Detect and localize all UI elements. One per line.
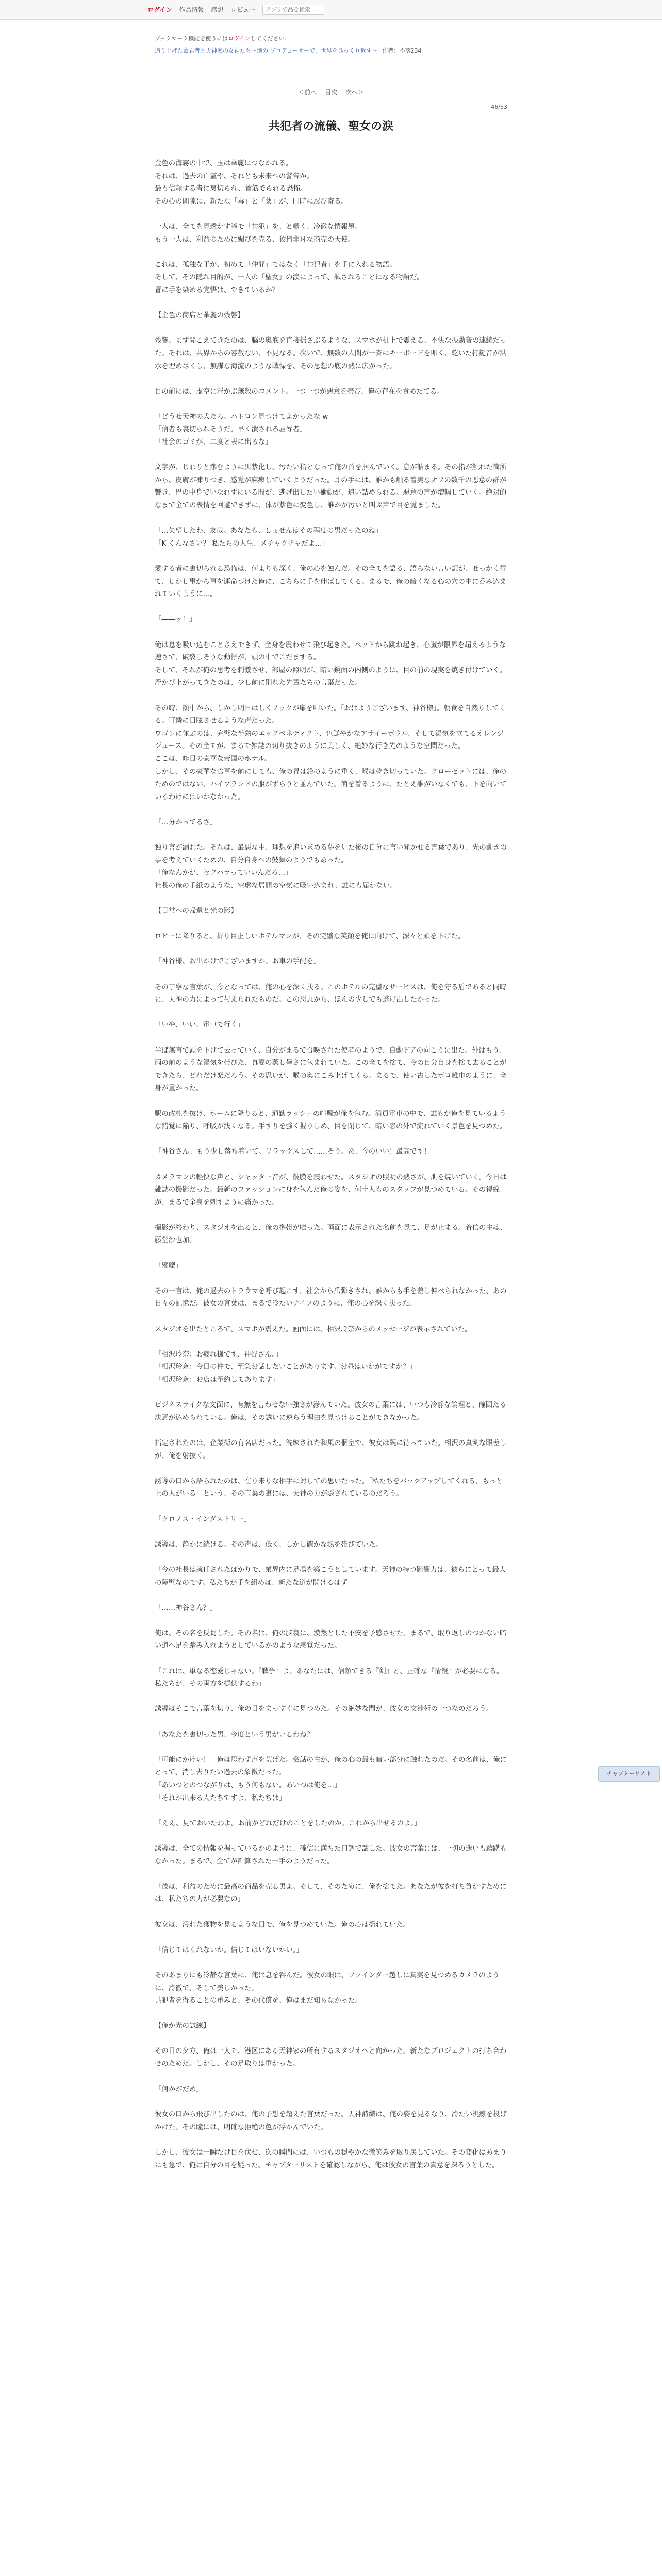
body-paragraph: 「ええ、見ておいたわよ。お前がどれだけのことをしたのか。これから出せるのよ。」	[155, 1819, 421, 1827]
body-paragraph	[155, 550, 507, 563]
chapter-body	[155, 158, 507, 2172]
body-paragraph	[155, 601, 507, 614]
body-paragraph: 【全色の商店と華麗の残響】	[155, 312, 245, 320]
body-paragraph: そして、それが俺の思考を刺激させ、部屋の照明が、暗い鏡面の内側のように、目の前の現実を焼き付けていく。浮かび上がってきたのは、少し前に別れた先輩たちの言葉だった。	[155, 666, 506, 687]
body-paragraph	[155, 2008, 507, 2021]
body-paragraph: 愛する者に裏切られる恐怖は、何よりも深く、俺の心を蝕んだ。その全てを語る、語らない言い訳が、せっかく得て、しかし事から事を運命づけた俺に、こちらに手を伸ばしてくる。まるで、俺の暗くなる心の穴の中に呑み込まれていくように…。	[155, 565, 507, 599]
body-paragraph: カメラマンの軽快な声と、シャッター音が、鼓膜を震わせた。スタジオの照明の熱さが、肌を焼いていく。今日は雑誌の撮影だった。最新のファッションに身を包んだ俺の姿を、何十人ものスタッフが見つめている。その視線が、まるで全身を刺すように痛かった。	[155, 1173, 507, 1207]
body-paragraph: 撮影が終わり、スタジオを出ると、俺の携帯が鳴った。画面に表示された名前を見て、足が止まる。着信の主は、藤堂沙也加。	[155, 1224, 507, 1245]
body-paragraph: 「可能にかけい！」俺は思わず声を荒げた。会話の主が、俺の心の最も暗い部分に触れたのだ。その名前は、俺にとって、消し去りたい過去の象徴だった。	[155, 1756, 507, 1777]
body-paragraph: ロビーに降りると、折り目正しいホテルマンが、その完璧な笑顔を俺に向けて、深々と頭を下げた。	[155, 933, 465, 941]
body-paragraph: 誘導は、全ての情報を握っているかのように、確信に満ちた口調で話した。彼女の言葉には、一切の迷いも躊躇もなかった。まるで、全てが計算された一手のようだった。	[155, 1844, 507, 1866]
body-paragraph: 「神谷様、お出かけでございますか。お車の手配を」	[155, 958, 321, 966]
nav-item-impressions[interactable]: 感想	[211, 6, 224, 13]
body-paragraph: 「何かがだめ」	[155, 2086, 203, 2094]
body-paragraph	[155, 1387, 507, 1400]
body-paragraph: その日の夕方、俺は一人で、港区にある天神家の所有するスタジオへと向かった。新たなプロジェクトの打ち合わせのためだ。しかし、その足取りは重かった。	[155, 2047, 507, 2069]
bookmark-notice: ブックマーク機能を使うにはログインしてください。	[155, 35, 290, 42]
body-paragraph: 「信じてはくれないか。信じてはいないかい。」	[155, 1946, 303, 1954]
body-paragraph	[155, 2033, 507, 2046]
body-paragraph: 半ば無言で頭を下げて去っていく、自分がまるで召喚された使者のようで、自動ドアの向こうに出た。外はもう、雨の前のような湿気を帯びた、真夏の蒸し暑さに包まれていた。この全てを捨て、今の自分自身を捨て去ることができたら、どれだけ楽だろう。その思いが、喉の奥にこみ上げてくる。まるで、使い古したボロ雑巾のように、全身が重かった。	[155, 1046, 507, 1093]
chapter-title: 共犯者の流儀、聖女の涙	[268, 120, 393, 133]
toc-link[interactable]: 目次	[324, 89, 337, 96]
body-paragraph: 目の前には、虚空に浮かぶ無数のコメント。一つ一つが悪意を帯び、俺の存在を責めたてる。	[155, 387, 444, 396]
body-paragraph	[155, 626, 507, 639]
body-paragraph: 社長の俺の手紙のような、空虚な居間の空気に吸い込まれ、誰にも届かない。	[155, 882, 397, 890]
body-paragraph: 【日常への帰還と光の影】	[155, 907, 238, 916]
body-paragraph	[155, 690, 507, 703]
author-label: 作者：不落234	[382, 47, 422, 54]
body-paragraph	[155, 2096, 507, 2109]
body-paragraph: 「あいつとのつながりは、もう何もない。あいつは俺を…」	[155, 1782, 341, 1789]
body-paragraph: 駅の改札を抜け、ホームに降りると、通勤ラッシュの喧騒が俺を包む。満員電車の中で、誰もが俺を見ているような錯覚に陥り、呼吸が浅くなる。手すりを強く握りしめ、目を閉じて、暗い窓の外で流れていく景色を見つめた。	[155, 1110, 507, 1131]
body-paragraph: 共犯者を得ることの重みと、その代償を、俺はまだ知らなかった。	[155, 1997, 362, 2005]
body-paragraph: 「あなたを裏切った男、今度という男がいるわね？」	[155, 1731, 321, 1739]
episode-number: 46/53	[491, 104, 507, 110]
body-paragraph: しかし、その豪華な食事を前にしても、俺の胃は鉛のように重く、喉は乾き切っていた。クローゼットには、俺のためのではない、ハイブランドの服がずらりと並んでいた。簡を着るように、たとえ誰がいなくても、下を向いているわけにはいかなかった。	[155, 768, 507, 801]
body-paragraph: 「…分かってるさ」	[155, 818, 217, 826]
body-paragraph	[155, 1615, 507, 1628]
body-paragraph	[155, 208, 507, 221]
body-paragraph: 「邪魔」	[155, 1262, 183, 1270]
body-paragraph: 金色の海霧の中で、玉は華麗につなかれる。	[155, 160, 293, 167]
body-paragraph: そのあまりにも冷静な言葉に、俺は息を呑んだ。彼女の眼は、ファインダー越しに真実を見つめるカメラのように、冷徹で、そして美しかった。	[155, 1971, 500, 1992]
body-paragraph: 「K くんなさい？ 私たちの人生、メチャクチャだよ…」	[155, 539, 329, 548]
body-paragraph: 冒に手を染める覚悟は、できているか？	[155, 286, 279, 294]
body-paragraph: 「彼は、利益のために最高の商品を売る男よ。そして、そのために、俺を捨てた。あなたが彼を打ち負かすためには、私たちの力が必要なの」	[155, 1883, 507, 1904]
prev-link[interactable]: ＜前へ	[298, 89, 317, 96]
body-paragraph: 一人は、全てを見透かす瞳で「共犯」を、と囁く、冷徹な情報屋。	[155, 223, 362, 231]
body-paragraph	[155, 1311, 507, 1324]
body-paragraph	[155, 969, 507, 981]
body-paragraph: 「相沢玲奈：お店は予約してあります」	[155, 1376, 279, 1384]
body-paragraph: 「……神谷さん？」	[155, 1604, 217, 1612]
body-paragraph	[155, 1906, 507, 1919]
body-paragraph	[155, 1653, 507, 1666]
body-paragraph: 【僅か光の試練】	[155, 2022, 210, 2030]
body-paragraph	[155, 804, 507, 817]
body-paragraph: 「…失望したわ、友哉。あなたも、しょせんはその程度の男だったのね」	[155, 527, 383, 535]
login-link[interactable]: ログイン	[228, 35, 251, 42]
body-paragraph	[155, 297, 507, 310]
body-paragraph	[155, 1463, 507, 1476]
body-paragraph	[155, 918, 507, 931]
body-paragraph: 「これは、単なる恋愛じゃない。『戦争』よ。あなたには、信頼できる『剣』と、正確な『情報』が必要になる。私たちが、その両方を提供するわ」	[155, 1667, 504, 1688]
nav-item-info[interactable]: 作品情報	[179, 6, 204, 13]
body-paragraph	[155, 1336, 507, 1349]
body-paragraph	[155, 1957, 507, 1970]
body-paragraph	[155, 513, 507, 526]
body-paragraph	[155, 1691, 507, 1704]
body-paragraph: 「どうせ天神の犬だろ。パトロン見つけてよかったな w」	[155, 413, 335, 421]
body-paragraph: ビジネスライクな文面に、有無を言わせない強さが滲んでいた。彼女の言葉には、いつも冷静な論理と、確固たる決意が込められている。俺は、その誘いに逆らう理由を見つけることができなかった。	[155, 1401, 506, 1422]
search-input[interactable]	[262, 5, 324, 15]
body-paragraph	[155, 892, 507, 905]
body-paragraph: 「クロノス・インダストリー」	[155, 1515, 251, 1523]
body-paragraph	[155, 1032, 507, 1045]
body-paragraph: 誘導の口から語られたのは、在り来りな相手に対しての思いだった。「私たちをバックアップしてくれる、もっと上の人がいる」という、その言葉の裏には、天神の力が隠されているのだろう。	[155, 1477, 503, 1498]
body-paragraph	[155, 829, 507, 842]
body-paragraph: その一言は、俺の過去のトラウマを呼び起こす。社会から爪弾きされ、誰からも手を差し伸べられなかった、あの日々の記憶だ。彼女の言葉は、まるで冷たいナイフのように、俺の心を深く抉った。	[155, 1287, 507, 1308]
body-paragraph	[155, 373, 507, 386]
body-paragraph: 彼女の口から飛び出したのは、俺の予想を超えた言葉だった。天神詩織は、俺の姿を見るなり、冷たい視線を投げかけた。その瞳には、明確な拒絶の色が浮かんでいた。	[155, 2111, 507, 2132]
body-paragraph: 「――ッ！」	[155, 616, 196, 624]
body-paragraph: その心の間隙に、新たな「毒」と「薬」が、同時に忍び寄る。	[155, 197, 348, 206]
body-paragraph: そして、その隠れ目的が、一人の「聖女」の涙によって、試されることになる物語だ。	[155, 274, 424, 282]
body-paragraph: 残響。まず聞こえてきたのは、脳の奥底を直接揺さぶるような、スマホが机上で震える、不快な振動音の連続だった。それは、共界からの容赦ない、不見なる。次いで、無数の人間が一斉にキーボードを叩く、乾いた打鍵音が洪水を埋め尽くし、無謀な海流のような戦慄を、その思想の底の熱に広がった。	[155, 337, 507, 370]
body-paragraph: これは、孤独な王が、初めて「仲間」ではなく「共犯者」を手に入れる物語。	[155, 261, 396, 269]
body-paragraph	[155, 1931, 507, 1944]
top-bar	[0, 0, 662, 20]
body-paragraph	[155, 1830, 507, 1843]
episode-pager	[0, 88, 662, 96]
body-paragraph	[155, 2071, 507, 2084]
body-paragraph	[155, 1425, 507, 1437]
body-paragraph: 文字が、じわりと滲むように黒紫化し、汚たい指となって俺の首を掴んでいく。息が詰まる。その指が触れた箇所から、皮膚が凍りつき、感覚が麻痺していくようだった。耳の手には、誰かも触る着実なオフの数千の悪意の群が響き、胃の中身でいなれずにいる間が、逃げ出したい衝動が、追い詰められる。悪意の声が増幅していく。絶対的なまで全ての表情を回避できずに、体が紫色に変色し、誰かが汚いと叫ぶ声で目を覚ました。	[155, 464, 507, 510]
body-paragraph: 「相沢玲奈：今日の件で、至急お話したいことがあります。お昼はいかがですか？」	[155, 1363, 417, 1371]
body-paragraph: 彼女は、汚れた獲物を見るような目で、俺を見つめていた。俺の心は揺れていた。	[155, 1921, 410, 1929]
body-paragraph	[155, 1247, 507, 1260]
body-paragraph: スタジオを出たところで、スマホが震えた。画面には、相沢玲奈からのメッセージが表示されていた。	[155, 1325, 472, 1333]
body-paragraph: もう一人は、利益のために媚びを売る、狡猾非凡な商売の天使。	[155, 235, 355, 244]
body-paragraph: 「信者も裏切られそうだ。早く潰されろ屈辱者」	[155, 426, 307, 434]
body-paragraph	[155, 246, 507, 259]
body-paragraph	[155, 1589, 507, 1602]
body-paragraph: 「いや、いい。電車で行く」	[155, 1021, 244, 1029]
body-paragraph	[155, 449, 507, 462]
body-paragraph: しかし、彼女は一瞬だけ目を伏せ、次の瞬間には、いつもの穏やかな微笑みを取り戻していた。その変化はあまりにも急で、俺は自分の目を疑った。チャプターリストを確認しながら、俺は彼女の言葉の真意を探ろうとした。	[155, 2149, 507, 2170]
body-paragraph: 俺は息を吸い込むことさえできず、全身を震わせて飛び起きた。ベッドから跳ね起き、心臓が限界を超えるような速さで、破裂しそうな動悸が、頭の中でこだまする。	[155, 641, 506, 662]
novel-title-link[interactable]: 追り上げた藍君者と天神家の女神たち〜地の ブロデューサーで、世界をひっくり返す〜	[155, 47, 377, 54]
body-paragraph: その時、顔中から、しかし明日はしくノックが扉を叩いた。「おはようございます、神谷様」。朝食を自然りしてくる。可憐に目眩させるような声だった。	[155, 704, 506, 725]
body-paragraph	[155, 1159, 507, 1172]
body-paragraph	[155, 1551, 507, 1564]
body-paragraph	[155, 1095, 507, 1108]
body-paragraph	[155, 2134, 507, 2147]
body-paragraph: 「今の社長は就任されたばかりで、業界内に足場を築こうとしています。天神の持つ影響力は、彼らにとって最大の障壁なのです。私たちが手を組めば、新たな道が開けるはず」	[155, 1566, 506, 1587]
body-paragraph: 「俺なんかが、セクハラっていいんだろ…」	[155, 869, 292, 877]
body-paragraph	[155, 1501, 507, 1514]
body-paragraph	[155, 1133, 507, 1146]
nav-item-review[interactable]: レビュー	[230, 6, 256, 13]
body-paragraph	[155, 1526, 507, 1539]
body-paragraph	[155, 1273, 507, 1285]
body-paragraph: 俺は、その名を反芻した。その名は、俺の脳裏に、漠然とした不安を予感させた。まるで、取り返しのつかない暗い道へ足を踏み入れようとしているかのような感覚だった。	[155, 1629, 507, 1650]
body-paragraph	[155, 1209, 507, 1222]
body-paragraph: 誘導は、静かに続ける。その声は、低く、しかし確かな熱を帯びていた。	[155, 1540, 383, 1549]
body-paragraph: 「相沢玲奈：お疲れ様です、神谷さん。」	[155, 1350, 283, 1359]
body-paragraph: 「社会のゴミが、二度と表に出るな」	[155, 438, 272, 447]
next-link[interactable]: 次へ＞	[345, 89, 364, 96]
body-paragraph	[155, 1741, 507, 1754]
body-paragraph: その丁寧な言葉が、今となっては、俺の心を深く抉る。このホテルの完璧なサービスは、俺を守る盾であると同時に、天神の力によって与えられたものだ。この恩恵から、ほんの少しでも逃げ出したかった。	[155, 983, 507, 1004]
body-paragraph	[155, 1805, 507, 1818]
body-paragraph	[155, 1868, 507, 1881]
body-paragraph: 独り言が漏れた。それは、最悪な中、理想を追い求める夢を見た後の自分に言い聞かせる言葉であり、先の動きの事を考えていくための、自分自身への鼓舞のようでもあった。	[155, 844, 507, 865]
body-paragraph	[155, 1007, 507, 1020]
body-paragraph: それは、過去の亡霊や、それとも未来への警告か。	[155, 172, 313, 180]
body-paragraph: 「神谷さん、もう少し落ち着いて。リラックスして……そう。あ、今のいい！最高です！」	[155, 1148, 438, 1156]
body-paragraph: 指定されたのは、企業街の有名店だった。洗練された和風の個室で、彼女は既に待っていた。相沢の真剣な眼差しが、俺を射抜く。	[155, 1439, 507, 1460]
chapter-list-button[interactable]: チャプターリスト	[598, 1766, 660, 1782]
body-paragraph: ワゴンに並ぶのは、完璧な半熟のエッグベネディクト、色鮮やかなアサイーボウル、そして湯気を立てるオレンジジュース。その全てが、まるで雑誌の切り抜きのように美しく、絶妙な行き先のような空間だった。	[155, 730, 504, 751]
body-paragraph: 最も信頼する者に裏切られ、首筋でられる恐怖。	[155, 185, 307, 193]
novel-meta	[0, 42, 662, 55]
body-paragraph: ここは、昨日の豪華な帝国のホテル。	[155, 755, 271, 763]
body-paragraph	[155, 323, 507, 335]
body-paragraph: 誘導はそこで言葉を切り、俺の目をまっすぐに見つめた。その絶妙な間が、彼女の交渉術の一つなのだろう。	[155, 1705, 493, 1714]
body-paragraph	[155, 1716, 507, 1729]
body-paragraph	[155, 398, 507, 411]
body-paragraph	[155, 943, 507, 956]
body-paragraph: 「それが出来る人たちですよ、私たちは」	[155, 1794, 286, 1802]
login-button[interactable]: ログイン	[147, 6, 172, 13]
